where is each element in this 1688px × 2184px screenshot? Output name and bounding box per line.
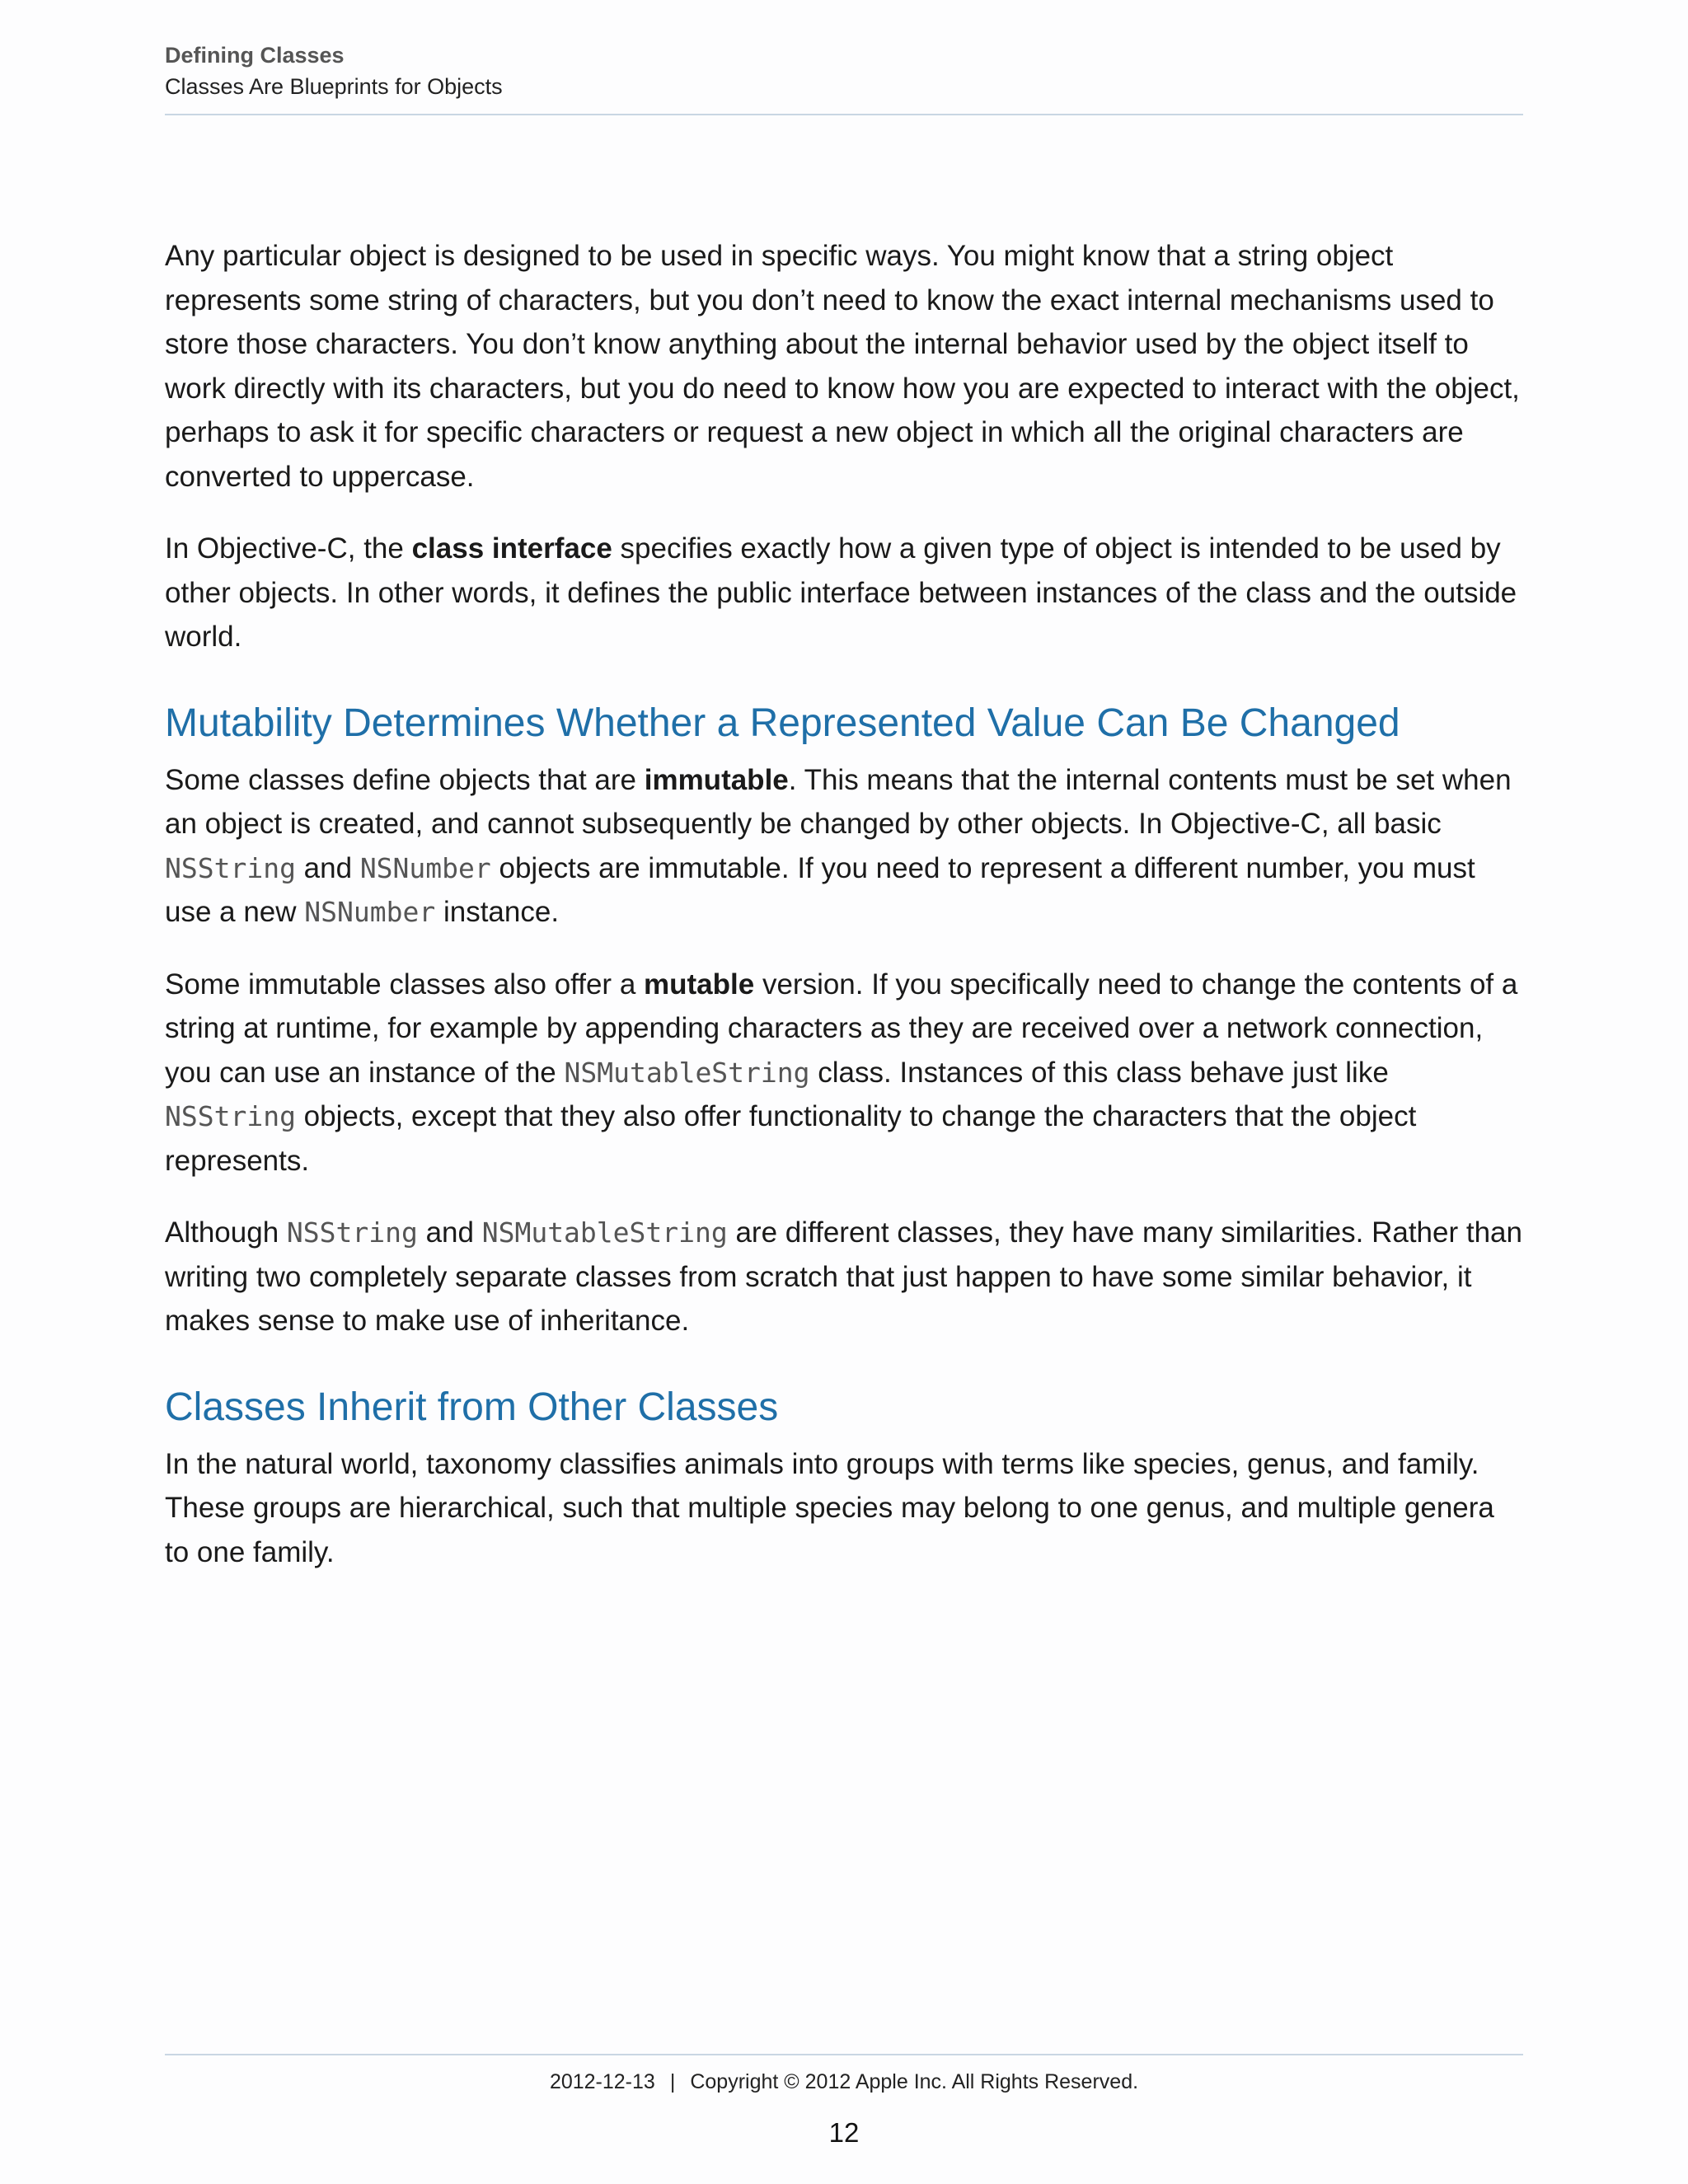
footer-date: 2012-12-13 [549, 2070, 655, 2093]
text-run: Some immutable classes also offer a [165, 968, 645, 1001]
paragraph-object-usage: Any particular object is designed to be used in specific ways. You might know that a string object represents some string of characters, but you don’t need to know the exact internal mechanisms used to store those characters. You don’t know anything about the internal behavior used by the object itself to work directly with its characters, but you do need to know how you are expected to interact with the object, perhaps to ask it for specific characters or request a new object in which all the original characters are converted to uppercase. [165, 240, 1520, 493]
text-run: objects, except that they also offer functionality to change the characters that the object represents. [165, 1100, 1417, 1177]
code-nsmutablestring: NSMutableString [481, 1216, 728, 1249]
code-nsnumber: NSNumber [304, 896, 436, 928]
text-run: . This means that the internal contents must be set when an object is created, and cannot subsequently be changed by other objects. In Objective-C, all basic [165, 763, 1512, 840]
paragraph-class-interface [165, 527, 1523, 659]
footer-separator: | [669, 2070, 676, 2093]
text-run: version. If you specifically need to change the contents of a string at runtime, for example by appending characters as they are received over a network connection, you can use an instance of the [165, 968, 1518, 1089]
text-run: class. Instances of this class behave just like [809, 1056, 1389, 1089]
paragraph-taxonomy: In the natural world, taxonomy classifies animals into groups with terms like species, genus, and family. These groups are hierarchical, such that multiple species may belong to one genus, and multiple genera to one family. [165, 1447, 1494, 1568]
footer-copyright: Copyright © 2012 Apple Inc. All Rights Reserved. [690, 2070, 1139, 2093]
text-run: instance. [435, 896, 560, 928]
heading-mutability: Mutability Determines Whether a Represented Value Can Be Changed [165, 701, 1400, 745]
text-run: objects are immutable. If you need to represent a different number, you must use a new [165, 851, 1475, 928]
text-run: Some classes define objects that are [165, 763, 645, 796]
section-title: Classes Are Blueprints for Objects [165, 74, 503, 99]
term-immutable: immutable [644, 763, 789, 796]
text-run: and [417, 1216, 482, 1249]
page-number: 12 [828, 2117, 860, 2148]
text-run: and [295, 851, 360, 884]
term-mutable: mutable [644, 968, 755, 1001]
page-header [165, 40, 1523, 102]
page-footer [165, 2067, 1523, 2097]
chapter-title: Defining Classes [165, 43, 345, 68]
term-class-interface: class interface [411, 532, 612, 565]
text-run: are different classes, they have many similarities. Rather than writing two completely separate classes from scratch that just happen to have some similar behavior, it makes sense to make use of inheritance. [165, 1216, 1522, 1337]
text-run: Although [165, 1216, 287, 1249]
code-nsstring: NSString [165, 1100, 296, 1132]
paragraph-similarities [165, 1211, 1523, 1343]
text-run: In Objective-C, the [165, 532, 412, 565]
code-nsstring: NSString [286, 1216, 418, 1249]
page-content [165, 234, 1523, 1602]
paragraph-mutable [165, 963, 1523, 1183]
paragraph-immutable [165, 758, 1523, 935]
header-divider [165, 114, 1523, 115]
heading-inheritance: Classes Inherit from Other Classes [165, 1385, 779, 1429]
code-nsstring: NSString [165, 851, 296, 884]
footer-divider [165, 2054, 1523, 2055]
text-run: specifies exactly how a given type of object is intended to be used by other objects. In other words, it defines the public interface between instances of the class and the outside world. [165, 532, 1517, 653]
code-nsmutablestring: NSMutableString [564, 1056, 810, 1089]
code-nsnumber: NSNumber [359, 851, 491, 884]
